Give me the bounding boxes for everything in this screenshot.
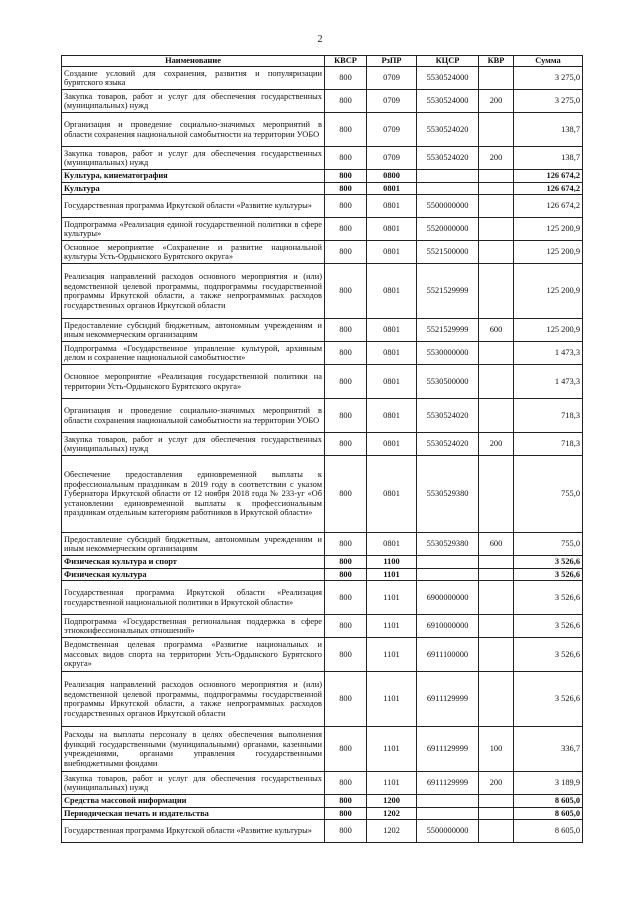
table-row	[62, 807, 583, 820]
cell-kvr: 200	[479, 147, 514, 170]
cell-kvr	[479, 195, 514, 218]
cell-kvr	[479, 820, 514, 843]
cell-kvr	[479, 568, 514, 581]
cell-kvsr: 800	[325, 820, 367, 843]
table-row	[62, 568, 583, 581]
cell-rzpr: 0801	[367, 365, 417, 399]
cell-kvr: 100	[479, 727, 514, 772]
cell-kvsr: 800	[325, 67, 367, 90]
cell-kvr: 200	[479, 433, 514, 456]
cell-name: Предоставление субсидий бюджетным, автономным учреждениям и иным некоммерческим организациям	[62, 319, 325, 342]
table-row	[62, 556, 583, 569]
cell-kvr	[479, 638, 514, 672]
cell-kcsr: 5530524020	[417, 399, 479, 433]
cell-name: Государственная программа Иркутской области «Развитие культуры»	[62, 820, 325, 843]
cell-kvr	[479, 67, 514, 90]
cell-kvr: 600	[479, 319, 514, 342]
cell-kcsr	[417, 568, 479, 581]
table-row	[62, 638, 583, 672]
cell-rzpr: 0709	[367, 113, 417, 147]
table-row	[62, 319, 583, 342]
table-row	[62, 456, 583, 533]
table-row	[62, 727, 583, 772]
cell-kvr: 600	[479, 533, 514, 556]
cell-name: Подпрограмма «Государственное управление культурой, архивным делом и сохранение национальной самобытности»	[62, 342, 325, 365]
table-row	[62, 195, 583, 218]
cell-sum: 125 200,9	[514, 264, 583, 319]
cell-kvr	[479, 218, 514, 241]
table-row	[62, 820, 583, 843]
cell-name: Средства массовой информации	[62, 795, 325, 808]
cell-kvsr: 800	[325, 113, 367, 147]
cell-rzpr: 0709	[367, 67, 417, 90]
cell-sum: 3 275,0	[514, 90, 583, 113]
table-row	[62, 147, 583, 170]
table-header-row	[62, 56, 583, 67]
cell-kvsr: 800	[325, 195, 367, 218]
table-row	[62, 672, 583, 727]
cell-name: Организация и проведение социально-значимых мероприятий в области сохранения национальной самобытности на территории УОБО	[62, 399, 325, 433]
cell-sum: 3 526,6	[514, 581, 583, 615]
cell-kcsr: 5521529999	[417, 264, 479, 319]
cell-kvr	[479, 556, 514, 569]
cell-name: Ведомственная целевая программа «Развитие национальных и массовых видов спорта на территории Усть-Ордынского Бурятского округа»	[62, 638, 325, 672]
cell-kvr	[479, 342, 514, 365]
cell-sum: 755,0	[514, 456, 583, 533]
cell-kvsr: 800	[325, 672, 367, 727]
cell-kvsr: 800	[325, 615, 367, 638]
cell-kcsr: 5521500000	[417, 241, 479, 264]
cell-rzpr: 0800	[367, 170, 417, 183]
cell-name: Культура, кинематография	[62, 170, 325, 183]
cell-kvsr: 800	[325, 90, 367, 113]
cell-kcsr	[417, 807, 479, 820]
cell-kvsr: 800	[325, 638, 367, 672]
cell-kcsr: 5500000000	[417, 820, 479, 843]
cell-kvsr: 800	[325, 319, 367, 342]
cell-rzpr: 1101	[367, 672, 417, 727]
table-row	[62, 433, 583, 456]
table-row	[62, 795, 583, 808]
cell-kvr	[479, 170, 514, 183]
cell-rzpr: 0801	[367, 342, 417, 365]
cell-sum: 1 473,3	[514, 342, 583, 365]
cell-rzpr: 1101	[367, 727, 417, 772]
budget-table	[61, 55, 583, 843]
cell-kvsr: 800	[325, 556, 367, 569]
cell-sum: 718,3	[514, 399, 583, 433]
cell-rzpr: 0801	[367, 533, 417, 556]
table-row	[62, 218, 583, 241]
cell-sum: 3 526,6	[514, 568, 583, 581]
header-kvr: КВР	[479, 56, 514, 67]
table-row	[62, 241, 583, 264]
cell-rzpr: 0801	[367, 218, 417, 241]
cell-kcsr: 5530000000	[417, 342, 479, 365]
cell-kcsr: 6911100000	[417, 638, 479, 672]
cell-kvsr: 800	[325, 365, 367, 399]
cell-kcsr	[417, 170, 479, 183]
table-row	[62, 581, 583, 615]
cell-rzpr: 0801	[367, 182, 417, 195]
cell-kcsr: 5521529999	[417, 319, 479, 342]
cell-sum: 126 674,2	[514, 195, 583, 218]
cell-sum: 125 200,9	[514, 218, 583, 241]
cell-rzpr: 0709	[367, 90, 417, 113]
cell-sum: 3 526,6	[514, 672, 583, 727]
cell-kvsr: 800	[325, 533, 367, 556]
cell-kvr: 200	[479, 90, 514, 113]
table-row	[62, 772, 583, 795]
cell-kcsr: 5530524020	[417, 433, 479, 456]
cell-name: Создание условий для сохранения, развития и популяризации бурятского языка	[62, 67, 325, 90]
cell-kcsr: 5500000000	[417, 195, 479, 218]
cell-sum: 3 526,6	[514, 615, 583, 638]
cell-kvsr: 800	[325, 182, 367, 195]
cell-kcsr: 5530524000	[417, 67, 479, 90]
table-row	[62, 342, 583, 365]
cell-kcsr: 6910000000	[417, 615, 479, 638]
cell-kcsr	[417, 556, 479, 569]
cell-name: Основное мероприятие «Сохранение и развитие национальной культуры Усть-Ордынского Бурятского округа»	[62, 241, 325, 264]
cell-kcsr: 5530529380	[417, 533, 479, 556]
cell-name: Физическая культура и спорт	[62, 556, 325, 569]
cell-kvr: 200	[479, 772, 514, 795]
cell-kvr	[479, 399, 514, 433]
cell-name: Закупка товаров, работ и услуг для обеспечения государственных (муниципальных) нужд	[62, 433, 325, 456]
cell-name: Предоставление субсидий бюджетным, автономным учреждениям и иным некоммерческим организациям	[62, 533, 325, 556]
cell-sum: 126 674,2	[514, 170, 583, 183]
cell-sum: 8 605,0	[514, 795, 583, 808]
cell-name: Периодическая печать и издательства	[62, 807, 325, 820]
cell-kcsr: 5520000000	[417, 218, 479, 241]
cell-sum: 138,7	[514, 147, 583, 170]
table-row	[62, 533, 583, 556]
cell-name: Государственная программа Иркутской области «Реализация государственной национальной политики в Иркутской области»	[62, 581, 325, 615]
cell-name: Организация и проведение социально-значимых мероприятий в области сохранения национальной самобытности на территории УОБО	[62, 113, 325, 147]
cell-sum: 3 526,6	[514, 556, 583, 569]
cell-kvsr: 800	[325, 342, 367, 365]
header-rzpr: РзПР	[367, 56, 417, 67]
cell-sum: 718,3	[514, 433, 583, 456]
table-body	[62, 67, 583, 843]
cell-kvr	[479, 241, 514, 264]
cell-sum: 125 200,9	[514, 319, 583, 342]
cell-kvsr: 800	[325, 727, 367, 772]
cell-name: Подпрограмма «Реализация единой государственной политики в сфере культуры»	[62, 218, 325, 241]
cell-kvsr: 800	[325, 264, 367, 319]
cell-kvr	[479, 113, 514, 147]
cell-name: Обеспечение предоставления единовременной выплаты к профессиональным праздникам в 2019 году в соответствии с указом Губернатора Иркутской области от 12 ноября 2018 года № 233-уг «Об установлении единовременной выплаты к профессиональным праздникам отдельным категориям работников в Иркутской области»	[62, 456, 325, 533]
cell-sum: 126 674,2	[514, 182, 583, 195]
cell-name: Государственная программа Иркутской области «Развитие культуры»	[62, 195, 325, 218]
cell-kcsr	[417, 795, 479, 808]
cell-rzpr: 1101	[367, 772, 417, 795]
cell-kcsr: 6911129999	[417, 727, 479, 772]
cell-kvsr: 800	[325, 772, 367, 795]
header-kvsr: КВСР	[325, 56, 367, 67]
cell-sum: 3 189,9	[514, 772, 583, 795]
cell-rzpr: 1200	[367, 795, 417, 808]
table-row	[62, 90, 583, 113]
table-row	[62, 170, 583, 183]
cell-rzpr: 1100	[367, 556, 417, 569]
table-row	[62, 399, 583, 433]
cell-sum: 138,7	[514, 113, 583, 147]
header-name: Наименование	[62, 56, 325, 67]
cell-kvr	[479, 264, 514, 319]
cell-sum: 3 526,6	[514, 638, 583, 672]
cell-kvr	[479, 615, 514, 638]
cell-sum: 3 275,0	[514, 67, 583, 90]
cell-name: Реализация направлений расходов основного мероприятия и (или) ведомственной целевой программы, подпрограммы государственной программы Иркутской области, а также непрограммных расходов государственных органов Иркутской области	[62, 264, 325, 319]
table-row	[62, 365, 583, 399]
cell-kcsr: 5530524000	[417, 90, 479, 113]
cell-rzpr: 1101	[367, 638, 417, 672]
cell-sum: 125 200,9	[514, 241, 583, 264]
cell-rzpr: 0801	[367, 399, 417, 433]
cell-rzpr: 0709	[367, 147, 417, 170]
cell-kvsr: 800	[325, 170, 367, 183]
cell-kvr	[479, 581, 514, 615]
cell-kvsr: 800	[325, 218, 367, 241]
table-row	[62, 67, 583, 90]
cell-sum: 8 605,0	[514, 807, 583, 820]
cell-sum: 1 473,3	[514, 365, 583, 399]
table-row	[62, 113, 583, 147]
cell-sum: 755,0	[514, 533, 583, 556]
cell-kvr	[479, 182, 514, 195]
cell-kvr	[479, 365, 514, 399]
cell-rzpr: 0801	[367, 433, 417, 456]
cell-rzpr: 0801	[367, 319, 417, 342]
cell-rzpr: 1101	[367, 615, 417, 638]
cell-sum: 8 605,0	[514, 820, 583, 843]
header-sum: Сумма	[514, 56, 583, 67]
table-row	[62, 615, 583, 638]
cell-kvsr: 800	[325, 147, 367, 170]
cell-name: Закупка товаров, работ и услуг для обеспечения государственных (муниципальных) нужд	[62, 772, 325, 795]
table-row	[62, 264, 583, 319]
cell-kcsr: 6911129999	[417, 772, 479, 795]
cell-kvsr: 800	[325, 795, 367, 808]
cell-rzpr: 1202	[367, 820, 417, 843]
cell-kvr	[479, 807, 514, 820]
cell-name: Закупка товаров, работ и услуг для обеспечения государственных (муниципальных) нужд	[62, 90, 325, 113]
cell-rzpr: 1101	[367, 581, 417, 615]
cell-name: Культура	[62, 182, 325, 195]
cell-rzpr: 1101	[367, 568, 417, 581]
table-row	[62, 182, 583, 195]
cell-kvsr: 800	[325, 433, 367, 456]
page-number: 2	[317, 34, 323, 45]
cell-kcsr: 6900000000	[417, 581, 479, 615]
cell-kvsr: 800	[325, 399, 367, 433]
cell-kvsr: 800	[325, 568, 367, 581]
cell-kvr	[479, 456, 514, 533]
cell-name: Основное мероприятие «Реализация государственной политики на территории Усть-Ордынского Бурятского округа»	[62, 365, 325, 399]
cell-kvsr: 800	[325, 581, 367, 615]
cell-rzpr: 0801	[367, 241, 417, 264]
cell-rzpr: 0801	[367, 195, 417, 218]
cell-kvsr: 800	[325, 807, 367, 820]
header-kcsr: КЦСР	[417, 56, 479, 67]
cell-rzpr: 0801	[367, 264, 417, 319]
cell-name: Подпрограмма «Государственная региональная поддержка в сфере этноконфессиональных отношений»	[62, 615, 325, 638]
cell-sum: 336,7	[514, 727, 583, 772]
cell-kcsr: 5530529380	[417, 456, 479, 533]
cell-name: Закупка товаров, работ и услуг для обеспечения государственных (муниципальных) нужд	[62, 147, 325, 170]
cell-kvr	[479, 672, 514, 727]
cell-name: Расходы на выплаты персоналу в целях обеспечения выполнения функций государственными (муниципальными) органами, казенными учреждениями, органами управления государственными внебюджетными фондами	[62, 727, 325, 772]
cell-kcsr	[417, 182, 479, 195]
cell-name: Реализация направлений расходов основного мероприятия и (или) ведомственной целевой программы, подпрограммы государственной программы Иркутской области, а также непрограммных расходов государственных органов Иркутской области	[62, 672, 325, 727]
cell-kvr	[479, 795, 514, 808]
cell-name: Физическая культура	[62, 568, 325, 581]
cell-kvsr: 800	[325, 241, 367, 264]
cell-kvsr: 800	[325, 456, 367, 533]
cell-kcsr: 5530524020	[417, 113, 479, 147]
cell-rzpr: 0801	[367, 456, 417, 533]
cell-rzpr: 1202	[367, 807, 417, 820]
cell-kcsr: 5530524020	[417, 147, 479, 170]
cell-kcsr: 5530500000	[417, 365, 479, 399]
cell-kcsr: 6911129999	[417, 672, 479, 727]
